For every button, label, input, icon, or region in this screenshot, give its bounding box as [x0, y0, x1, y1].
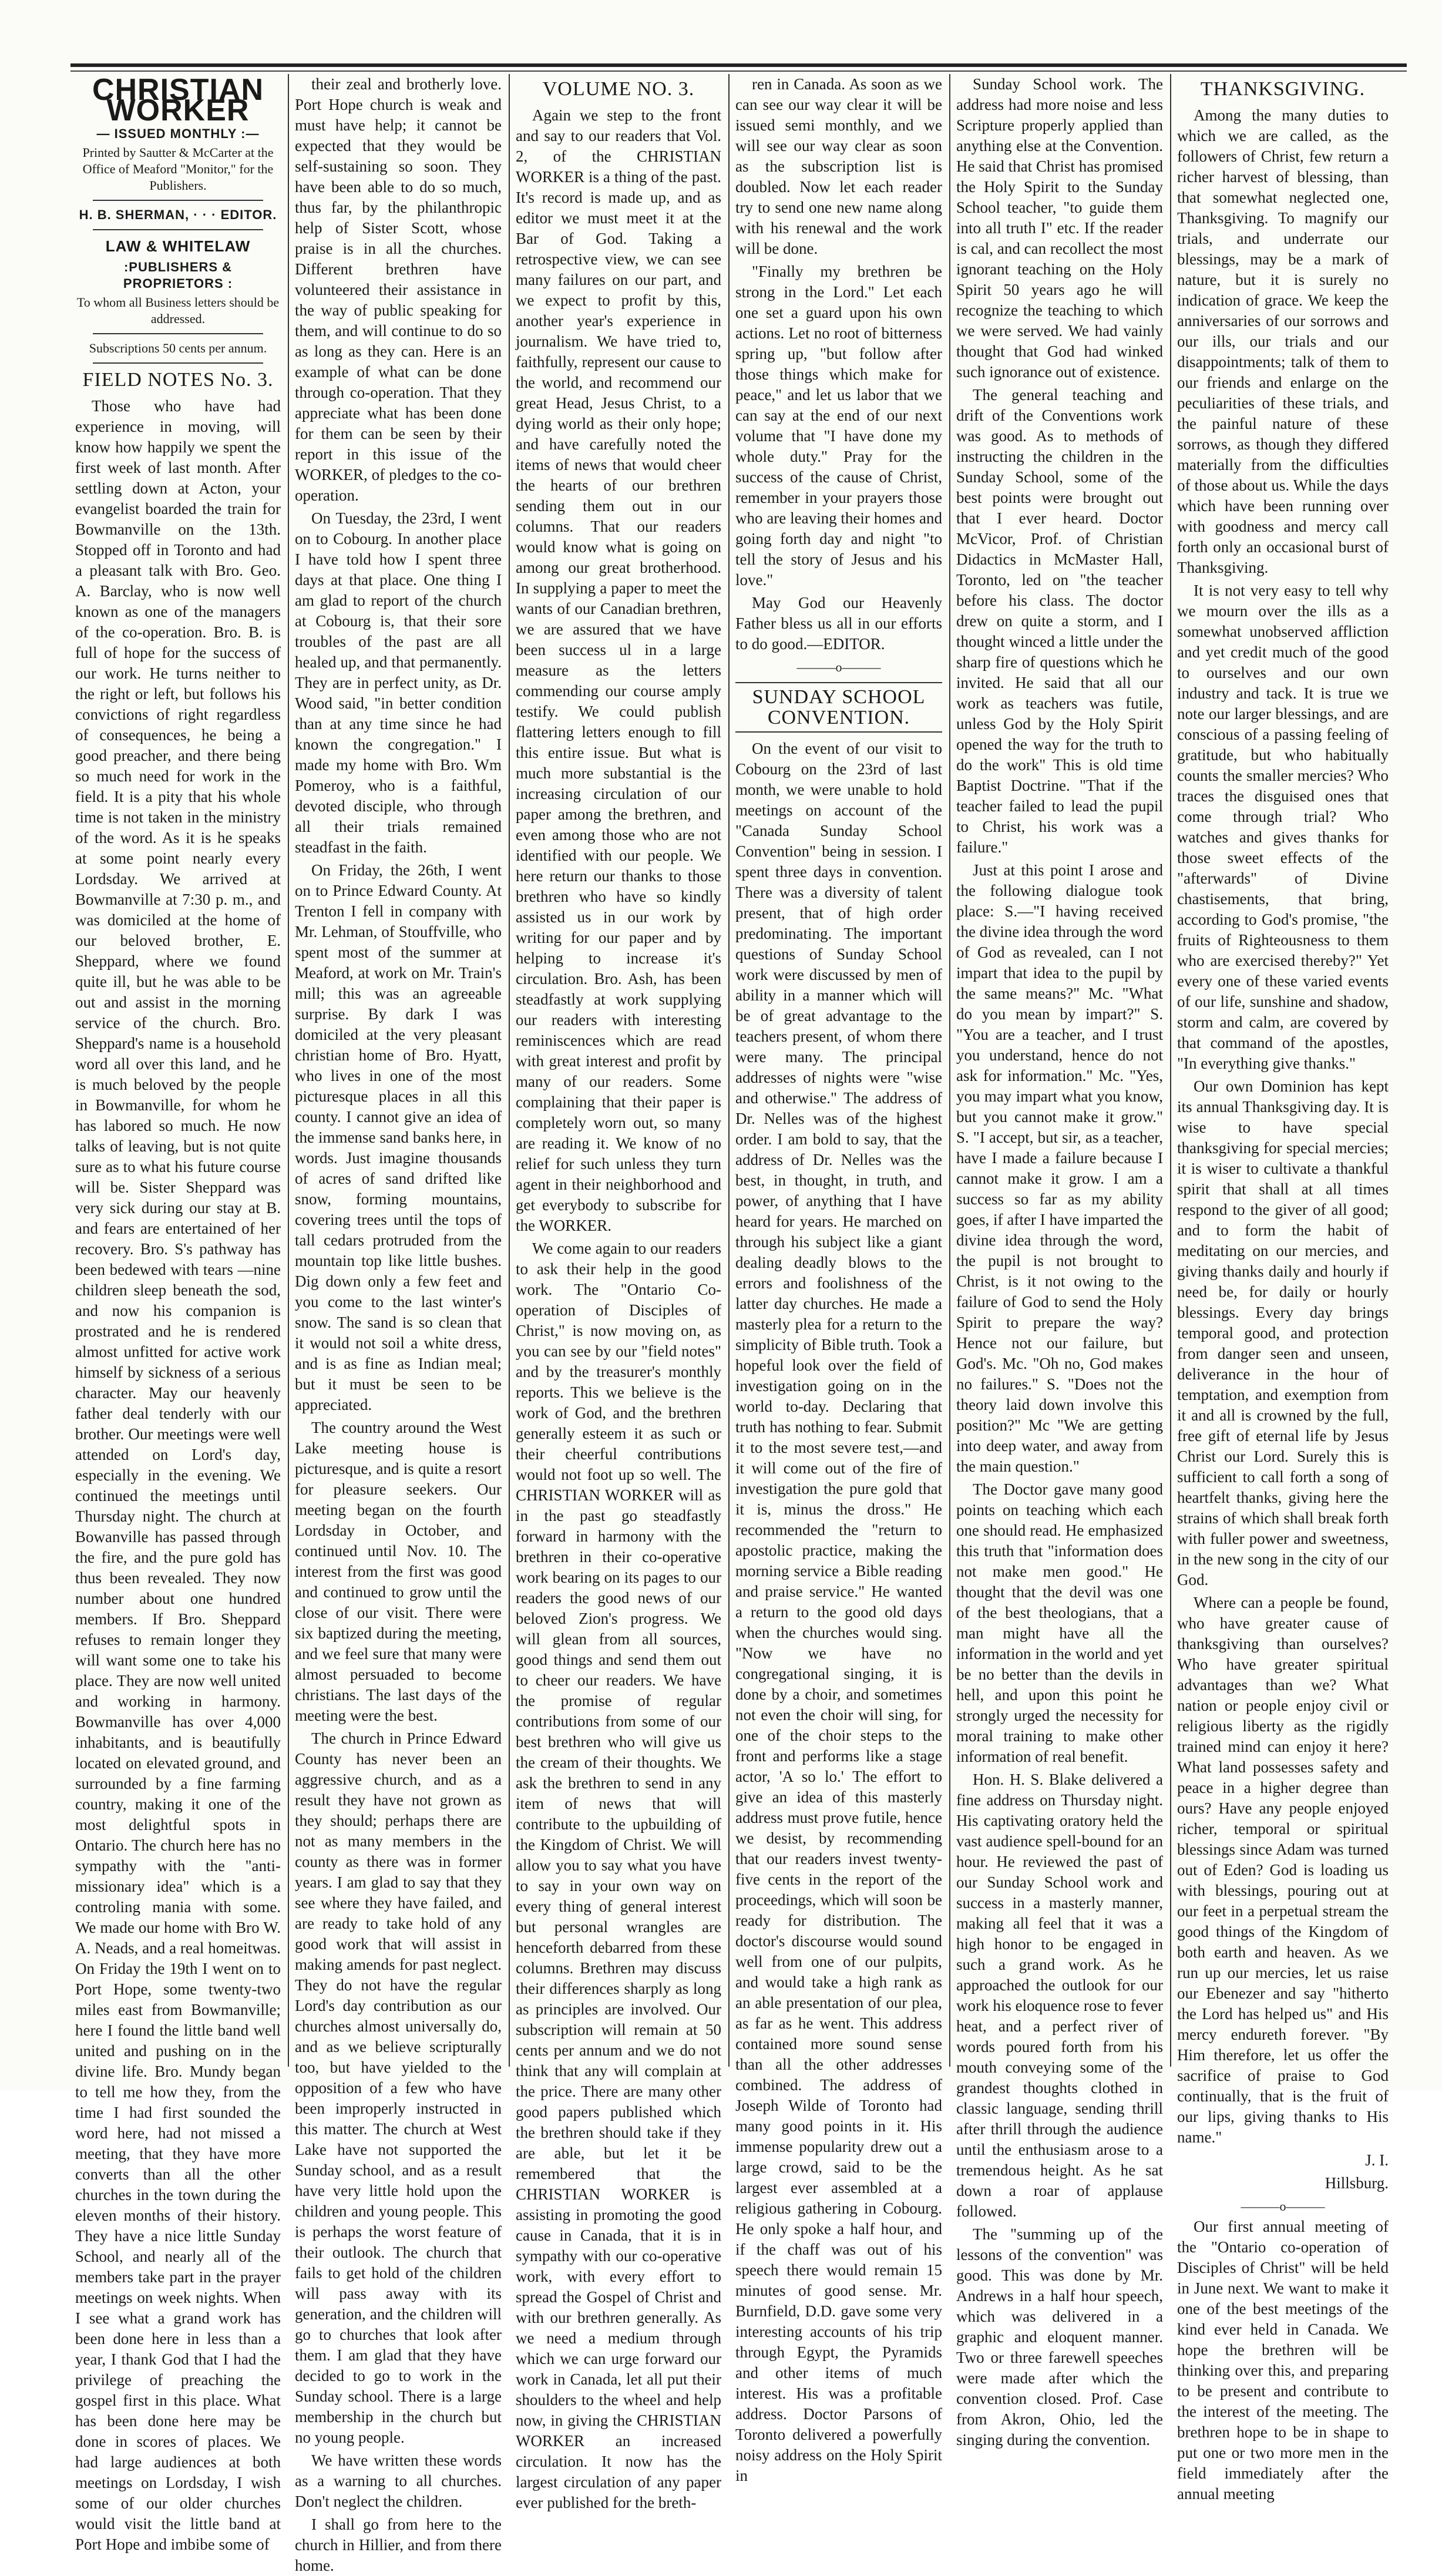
top-rule: [70, 63, 1407, 67]
paragraph: ren in Canada. As soon as we can see our way clear it will be issued semi monthly, and we will see our way clear as soon as the subscription list is doubled. Now let each reader try to send one new name along with his renewal and the work will be done.: [735, 75, 942, 257]
paragraph: The general teaching and drift of the Conventions work was good. As to methods of instructing the children in the Sunday School, some of the best points were brought out that I ever heard. Doctor McVicor, Prof. of Christian Didactics in McMaster Hall, Toronto, led on "the teacher before his class. The doctor drew on quite a storm, and I thought winced a little under the sharp fire of questions which he invited. He said that all our work as teachers was futile, unless God by the Holy Spirit opened the way for the truth to do the work" This is old time Baptist Doctrine. "That if the teacher failed to lead the pupil to Christ, his work was a failure.": [956, 386, 1163, 856]
column-rule: [728, 74, 730, 2067]
paragraph: On Tuesday, the 23rd, I went on to Cobourg. In another place I have told how I spent three days at that place. One thing I am glad to report of the church at Cobourg is, that their sore troubles of the past are all healed up, and that permanently. They are in perfect unity, as Dr. Wood said, "in better condition than at any time since he had known the congregation." I made my home with Bro. Wm Pomeroy, who is a faithful, devoted disciple, who through all their trials remained steadfast in the faith.: [295, 509, 502, 856]
masthead-title: CHRISTIAN WORKER: [92, 73, 264, 127]
column-5: [956, 74, 1163, 2449]
paragraph: The church in Prince Edward County has never been an aggressive church, and as a result they have not grown as they should; perhaps there are not as many members in the county as there was in former years. I am glad to say that they see where they have failed, and are ready to take hold of any good work that will assist in making amends for past neglect. They do not have the regular Lord's day contribution as our churches almost universally do, and as we believe scripturally too, but have yielded to the opposition of a few who have been improperly instructed in this matter. The church at West Lake have not supported the Sunday school, and as a result have very little hold upon the children and young people. This is perhaps the worst feature of their outlook. The church that fails to get hold of the children will pass away with its generation, and the children will go to churches that look after them. I am glad that they have decided to go to work in the Sunday school. There is a large membership in the church but no young people.: [295, 1729, 502, 2446]
field-notes-title: FIELD NOTES No. 3.: [82, 369, 274, 391]
column-rule: [288, 74, 289, 2067]
divider: [93, 333, 263, 334]
paragraph: On the event of our visit to Cobourg on the 23rd of last month, we were unable to hold meetings on account of the "Canada Sunday School Convention" being in session. I spent three days in convention. There was a diversity of talent present, that of high order predominating. The important questions of Sunday School work were discussed by men of ability in a manner which will be of great advantage to the teachers present, of whom there were many. The principal addresses of nights were "wise and otherwise." The address of Dr. Nelles was of the highest order. I am bold to say, that the address of Dr. Nelles was the best, in thought, in truth, and power, of anything that I have heard for years. He marched on through his subject like a giant dealing deadly blows to the errors and foolishness of the latter day churches. He made a masterly plea for a return to the simplicity of Bible truth. Took a hopeful look over the field of investigation going on in the world to-day. Declaring that truth has nothing to fear. Submit it to the most severe test,—and it will come out of the fire of investigation the pure gold that it is, minus the dross." He recommended the "return to apostolic practice, making the morning service a Bible reading and praise service." He wanted a return to the good old days when the churches would sing. "Now we have no congregational singing, it is done by a choir, and sometimes not even the choir will sing, for one of the choir steps to the front and performs like a stage actor, 'A so lo.' The effort to give an idea of this masterly address must prove futile, hence we desist, by recommending that our readers invest twenty-five cents in the report of the proceedings, which will soon be ready for distribution. The doctor's discourse would sound well from one of our pulpits, and would take a high rank as an able presentation of our plea, as far as he went. This address contained more sound sense than all the other addresses combined. The address of Joseph Wilde of Toronto had many good points in it. His immense popularity drew out a large crowd, said to be the largest ever assembled at a religious gathering in Cobourg. He only spoke a half hour, and if the chaff was out of his speech there would remain 15 minutes of good sense. Mr. Burnfield, D.D. gave some very interesting accounts of his trip through Egypt, the Pyramids and other items of much interest. His was a profitable address. Doctor Parsons of Toronto delivered a powerfully noisy address on the Holy Spirit in: [735, 740, 942, 2484]
section-separator: ———o———: [1241, 2199, 1325, 2214]
volume-title: VOLUME NO. 3.: [542, 78, 695, 100]
thanksgiving-signature: J. I.: [1365, 2151, 1389, 2169]
paragraph: Those who have had experience in moving, will know how happily we spent the first week of last month. After settling down at Acton, your evangelist boarded the train for Bowmanville on the 13th. Stopped off in Toronto and had a pleasant talk with Bro. Geo. A. Barclay, who is now well known as one of the managers of the co-operation. Bro. B. is full of hope for the success of our work. He turns neither to the right or left, but follows his convictions of right regardless of consequences, he being a good preacher, and there being so much need for work in the field. It is a pity that his whole time is not taken in the ministry of the word. As it is he speaks at some point nearly every Lordsday. We arrived at Bowmanville at 7:30 p. m., and was domiciled at the home of our beloved brother, E. Sheppard, where we found quite ill, but he was able to be out and assist in the morning service of the church. Bro. Sheppard's name is a household word all over this land, and he is much beloved by the people in Bowmanville, for whom he has labored so much. He now talks of leaving, but is not quite sure as to what his future course will be. Sister Sheppard was very sick during our stay at B. and fears are entertained of her recovery. Bro. S's pathway has been bedewed with tears —nine children sleep beneath the sod, and now his companion is prostrated and he is rendered almost unfitted for active work himself by sickness of a serious character. May our heavenly father deal tenderly with our brother. Our meetings were well attended on Lord's day, especially in the evening. We continued the meetings until Thursday night. The church at Bowanville has passed through the fire, and the pure gold has thus been revealed. They now number about one hundred members. If Bro. Sheppard refuses to remain longer they will want some one to take his place. They are now well united and working in harmony. Bowmanville has over 4,000 inhabitants, and is beautifully located on elevated ground, and surrounded by a fine farming country, making it one of the most delightful spots in Ontario. The church here has no sympathy with the "anti-missionary idea" which is a controling mania with some. We made our home with Bro W. A. Neads, and a real homeitwas. On Friday the 19th I went on to Port Hope, some twenty-two miles east from Bowmanville; here I found the little band well united and pushing on in the divine life. Bro. Mundy began to tell me how they, from the time I had first sounded the word here, had not missed a meeting, that they have more converts than all the other churches in the town during the eleven months of their history. They have a nice little Sunday School, and nearly all of the members take part in the prayer meetings on week nights. When I see what a grand work has been done here in less than a year, I thank God that I had the privilege of preaching the gospel first in this place. What has been done here may be done in scores of places. We had large audiences at both meetings on Lordsday, I wish some of our older churches would visit the little band at Port Hope and imbibe some of: [75, 397, 281, 2553]
paragraph: The country around the West Lake meeting house is picturesque, and is quite a resort for pleasure seekers. Our meeting began on the fourth Lordsday in October, and continued until Nov. 10. The interest from the first was good and continued to grow until the close of our visit. There were six baptized during the meeting, and we feel sure that many were almost persuaded to become christians. The last days of the meeting were the best.: [295, 1419, 502, 1724]
paragraph: Among the many duties to which we are called, as the followers of Christ, few return a richer harvest of blessing, than that somewhat neglected one, Thanksgiving. To magnify our trials, and underrate our blessings, may be a mark of nature, but it is surely no indication of grace. We keep the anniversaries of our sorrows and our ills, our trials and our disappointments; talk of them to our friends and enlarge on the peculiarities of these trials, and the painful nature of these sorrows, as though they differed materially from the difficulties of those about us. While the days which have been running over with goodness and mercy call forth only an occasional burst of Thanksgiving.: [1177, 106, 1389, 576]
thanksgiving-title: THANKSGIVING.: [1200, 78, 1366, 100]
sunday-school-continued: [956, 74, 1163, 2450]
paragraph: The "summing up of the lessons of the convention" was good. This was done by Mr. Andrews in a half hour speech, which was delivered in a graphic and eloquent manner. Two or three farewell speeches were made after which the convention closed. Prof. Case from Akron, Ohio, led the singing during the convention.: [956, 2225, 1163, 2449]
column-rule: [1170, 74, 1171, 2067]
paragraph: Again we step to the front and say to our readers that Vol. 2, of the CHRISTIAN WORKER is a thing of the past. It's record is made up, and as editor we must meet it at the Bar of God. Taking a retrospective view, we can see many failures on our part, and we expect to profit by this, another year's experience in journalism. We have tried to, faithfully, represent our cause to the world, and recommend our great Head, Jesus Christ, to a dying world as their only hope; and have carefully noted the items of news that would cheer the hearts of our brethren sending them out in our columns. That our readers would know what is going on among our great brotherhood. In supplying a paper to meet the wants of our Canadian brethren, we are assured that we have been success ul in a large measure as the letters commending our course amply testify. We could publish flattering letters enough to fill this entire issue. But what is much more substantial is the increasing circulation of our paper among the brethren, and even among those who are not identified with our people. We here return our thanks to those brethren who have so kindly assisted us in our work by writing for our paper and by helping to increase it's circulation. Bro. Ash, has been steadfastly at work supplying our readers with interesting reminiscences which are read with great interest and profit by many of our readers. Some complaining that their paper is completely worn out, so many are reading it. We know of no relief for such unless they turn agent in their neighborhood and get everybody to subscribe for the WORKER.: [516, 106, 721, 1234]
masthead-printed-by: Printed by Sautter & McCarter at the Office of Meaford "Monitor," for the Publishers.: [82, 145, 274, 193]
paragraph: Sunday School work. The address had more noise and less Scripture properly applied than anything else at the Convention. He said that Christ has promised the Holy Spirit to the Sunday School teacher, "to guide them into all truth I" etc. If the reader is cal, and can recollect the most ignorant teaching on the Holy Spirit 50 years ago he will recognize the teaching to which we were served. We had vainly thought that God had winked such ignorance out of existence.: [956, 75, 1163, 381]
paragraph: "Finally my brethren be strong in the Lord." Let each one set a guard upon his own actions. Let no root of bitterness spring up, "but follow after those things which make for peace," and let us labor that we can say at the end of our next volume that "I have done my whole duty." Pray for the success of the cause of Christ, remember in your prayers those who are leaving their homes and going forth day and night "to tell the story of Jesus and his love.": [735, 263, 942, 589]
divider: [93, 362, 263, 364]
paragraph: their zeal and brotherly love. Port Hope church is weak and must have help; it cannot be expected that they would be self-sustaining so soon. They have been able to do so much, thus far, by the philanthropic help of Sister Scott, whose praise is in all the churches. Different brethren have volunteered their assistance in the way of public speaking for them, and will continue to do so as long as they can. Here is an example of what can be done through co-operation. That they appreciate what has been done for them can be seen by their report in this issue of the WORKER, of pledges to the co-operation.: [295, 75, 502, 504]
field-notes-continued: [295, 74, 502, 2576]
column-3: [516, 74, 721, 2511]
sunday-school-title: SUNDAY SCHOOL CONVENTION.: [735, 682, 942, 733]
volume-body: [516, 105, 721, 2513]
paragraph: The Doctor gave many good points on teaching which each one should read. He emphasized this truth that "information does not make men good." He thought that the devil was one of the best theologians, that a man might have all the information in the world and yet be no better than the devils in hell, and upon this point he strongly urged the necessity for moral training to make other information of real benefit.: [956, 1480, 1163, 1765]
paragraph: We have written these words as a warning to all churches. Don't neglect the children.: [295, 2451, 502, 2510]
divider: [93, 229, 263, 230]
paragraph: On Friday, the 26th, I went on to Prince Edward County. At Trenton I fell in company with Mr. Lehman, of Stouffville, who spent most of the summer at Meaford, at work on Mr. Train's mill; this was an agreeable surprise. By dark I was domiciled at the very pleasant christian home of Bro. Hyatt, who lives in one of the most picturesque places in all this county. I cannot give an idea of the immense sand banks here, in words. Just imagine thousands of acres of sand drifted like snow, forming mountains, covering trees until the tops of tall cedars protruded from the mountain top like little bushes. Dig down only a few feet and you come to the last winter's snow. The sand is so clean that it would not soil a white dress, and is as fine as Indian meal; but it must be seen to be appreciated.: [295, 861, 502, 1413]
masthead-subscription: Subscriptions 50 cents per annum.: [89, 341, 267, 355]
thanksgiving-body: [1177, 105, 1389, 2148]
meeting-note-body: [1177, 2216, 1389, 2504]
paragraph: I shall go from here to the church in Hillier, and from there home.: [295, 2515, 502, 2574]
masthead-publishers-label: :PUBLISHERS & PROPRIETORS :: [123, 260, 233, 291]
paragraph: Where can a people be found, who have greater cause of thanksgiving than ourselves? Who have greater spiritual advantages than we? What nation or people enjoy civil or religious liberty as the rigidly trained mind can enjoy it here? What land possesses safety and peace in a higher degree than ours? Have any people enjoyed richer, temporal or spiritual blessings since Adam was turned out of Eden? God is loading us with blessings, pouring out at our feet in a perpetual stream the good things of the Kingdom of both earth and heaven. As we run up our mercies, let us raise our Ebenezer and say "hitherto the Lord has helped us" and His mercy endureth forever. "By Him therefore, let us offer the sacrifice of praise to God continually, that is the fruit of our lips, giving thanks to His name.": [1177, 1594, 1389, 2146]
volume-continued: [735, 74, 942, 654]
thanksgiving-place: Hillsburg.: [1325, 2174, 1389, 2192]
column-1: [75, 73, 281, 2553]
paragraph: Our first annual meeting of the "Ontario co-operation of Disciples of Christ" will be held in June next. We want to make it one of the best meetings of the kind ever held in Canada. We hope the brethren will be thinking over this, and preparing to be present and contribute to the interest of the meeting. The brethren hope to be in shape to put one or two more men in the field immediately after the annual meeting: [1177, 2218, 1389, 2503]
paragraph: May God our Heavenly Father bless us all in our efforts to do good.—EDITOR.: [735, 594, 942, 653]
masthead-publishers-name: LAW & WHITELAW: [105, 237, 251, 255]
column-rule: [509, 74, 510, 2067]
divider: [93, 200, 263, 201]
section-separator: ———o———: [796, 660, 881, 674]
column-rule: [949, 74, 950, 2067]
field-notes-body: [75, 396, 281, 2555]
paragraph: Our own Dominion has kept its annual Thanksgiving day. It is wise to have special thanksgiving for special mercies; it is wiser to cultivate a thankful spirit that shall at all times respond to the giver of all good; and to form the habit of meditating on our mercies, and giving thanks daily and hourly if need be, for daily or hourly blessings. Every day brings temporal good, and protection from danger seen and unseen, deliverance in the hour of temptation, and exemption from it and all is crowned by the full, free gift of eternal life by Jesus Christ our Lord. Surely this is sufficient to call forth a song of heartfelt thanks, giving here the strains of which shall break forth with fuller power and sweetness, in the new song in the city of our God.: [1177, 1077, 1389, 1588]
column-4: [735, 74, 942, 2484]
paragraph: Hon. H. S. Blake delivered a fine address on Thursday night. His captivating oratory held the vast audience spell-bound for an hour. He reviewed the past of our Sunday School work and success in a masterly manner, making all feel that it was a high honor to be engaged in such a grand work. As he approached the outlook for our work his eloquence rose to fever heat, and a perfect river of words poured forth from his mouth conveying some of the grandest thoughts clothed in classic language, sending thrill after thrill through the audience until the enthusiasm arose to a tremendous height. As he sat down a roar of applause followed.: [956, 1771, 1163, 2220]
top-rule-thin: [70, 70, 1407, 72]
column-6: [1177, 74, 1389, 2503]
sunday-school-body: [735, 738, 942, 2486]
masthead-editor: H. B. SHERMAN, · · · EDITOR.: [79, 207, 277, 222]
column-2: [295, 74, 502, 2574]
paragraph: We come again to our readers to ask their help in the good work. The "Ontario Co-operation of Disciples of Christ," is now moving on, as you can see by our "field notes" and by the treasurer's monthly reports. This we believe is the work of God, and the brethren generally esteem it as such or their cheerful contributions would not foot up so well. The CHRISTIAN WORKER will as in the past go steadfastly forward in harmony with the brethren in their co-operative work bearing on its pages to our readers the good news of our beloved Zion's progress. We will glean from all sources, good things and send them out to cheer our readers. We have the promise of regular contributions from some of our best brethren who will give us the cream of their thoughts. We ask the brethren to send in any item of news that will contribute to the upbuilding of the Kingdom of Christ. We will allow you to say what you have to say in your own way on every thing of general interest but personal wrangles are henceforth debarred from these columns. Brethren may discuss their differences sharply as long as principles are involved. Our subscription will remain at 50 cents per annum and we do not think that any will complain at the price. There are many other good papers published which the brethren should take if they are able, but let it be remembered that the CHRISTIAN WORKER is assisting in promoting the good cause in Canada, that it is in sympathy with our co-operative work, with every effort to spread the Gospel of Christ and with our brethren generally. As we need a medium through which we can urge forward our work in Canada, let all put their shoulders to the wheel and help now, in giving the CHRISTIAN WORKER an increased circulation. It now has the largest circulation of any paper ever published for the breth-: [516, 1240, 721, 2511]
paragraph: It is not very easy to tell why we mourn over the ills as a somewhat unobserved affliction and yet credit much of the good to ourselves and our own industry and tack. It is true we note our larger blessings, and are conscious of a passing feeling of gratitude, but who habitually counts the smaller mercies? Who traces the disguised ones that come through trial? Who watches and gives thanks for those sweet effects of the "afterwards" of Divine chastisements, that bring, according to God's promise, "the fruits of Righteousness to them who are exercised thereby?" Yet every one of these varied events of our life, sunshine and shadow, storm and calm, are covered by that command of the apostles, "In everything give thanks.": [1177, 582, 1389, 1072]
masthead-issued: — ISSUED MONTHLY :—: [96, 126, 260, 141]
paragraph: Just at this point I arose and the following dialogue took place: S.—"I having received the divine idea through the word of God as revealed, can I not impart that idea to the pupil by the same means?" Mc. "What do you mean by impart?" S. "You are a teacher, and I trust you understand, hence do not ask for information." Mc. "Yes, you may impart what you know, but you cannot make it grow." S. "I accept, but sir, as a teacher, have I made a failure because I cannot make it grow. I am a success so far as my ability goes, if after I have imparted the divine idea through the word, the pupil is not brought to Christ, is it not owing to the failure of God to send the Holy Spirit to prepare the way? Hence not our failure, but God's. Mc. "Oh no, God makes no failures." S. "Does not the theory laid down involve this position?" Mc "We are getting into deep water, and away from the main question.": [956, 861, 1163, 1475]
masthead-business-note: To whom all Business letters should be addressed.: [76, 295, 280, 326]
